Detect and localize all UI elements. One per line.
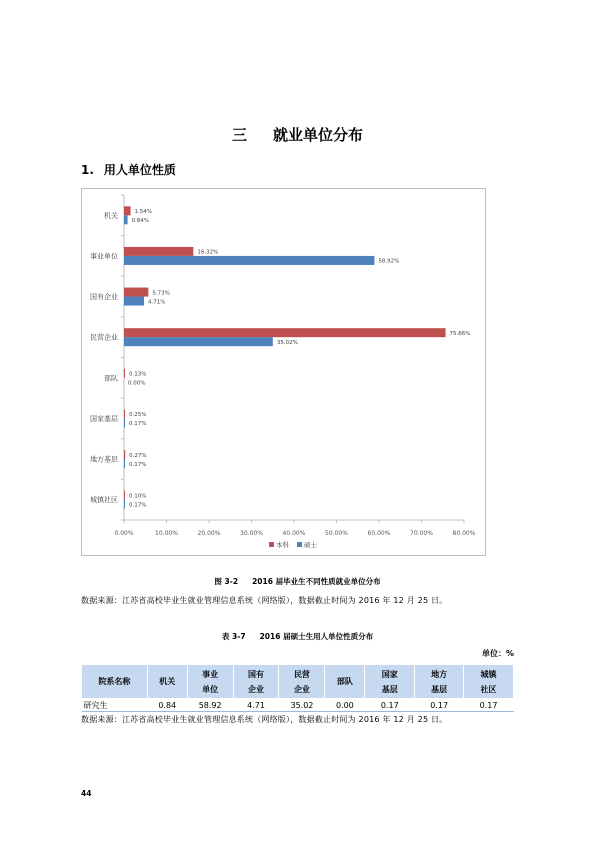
data-label: 0.25%: [129, 412, 147, 419]
section-title-text: 就业单位分布: [273, 126, 364, 144]
bar-chart-svg: [82, 189, 487, 557]
bar-undergrad: [124, 491, 125, 500]
bar-undergrad: [124, 206, 131, 215]
data-label: 0.17%: [129, 461, 147, 468]
x-tick-label: 0.00%: [114, 530, 134, 537]
data-label: 0.13%: [129, 371, 147, 378]
header-cell: 国有 企业: [233, 665, 279, 699]
bar-undergrad: [124, 409, 125, 418]
table-source-note: 数据来源：江苏省高校毕业生就业管理信息系统（网络版），数据截止时间为 2016 年 12 月 25 日。: [81, 715, 448, 724]
data-label: 0.17%: [129, 502, 147, 509]
header-cell: 地方 基层: [415, 665, 464, 699]
bar-undergrad: [124, 328, 446, 337]
page-number: 44: [81, 789, 92, 798]
bar-master: [124, 459, 125, 468]
bar-master: [124, 256, 374, 265]
data-label: 16.32%: [197, 249, 219, 256]
bar-master: [124, 337, 273, 346]
table-cell: 0.17: [415, 699, 464, 712]
y-tick-label: 国家基层: [90, 414, 118, 423]
bar-master: [124, 500, 125, 509]
bar-undergrad: [124, 247, 193, 256]
header-cell: 机关: [147, 665, 187, 699]
data-label: 0.10%: [129, 493, 147, 500]
y-tick-label: 机关: [104, 211, 118, 220]
subsection-title-text: 用人单位性质: [103, 163, 176, 177]
figure-source-note: 数据来源：江苏省高校毕业生就业管理信息系统（网络版），数据截止时间为 2016 年 12 月 25 日。: [81, 596, 448, 605]
figure-label: 图 3-2: [214, 577, 239, 586]
x-tick-label: 20.00%: [197, 530, 221, 537]
data-label: 4.71%: [148, 299, 166, 306]
data-label: 0.17%: [129, 421, 147, 428]
x-tick-label: 60.00%: [367, 530, 391, 537]
bar-master: [124, 297, 144, 306]
x-tick-label: 30.00%: [240, 530, 263, 537]
legend-label: 硕士: [304, 541, 317, 549]
table-cell: 58.92: [187, 699, 233, 712]
unit-label: 单位：%: [481, 649, 514, 658]
y-tick-label: 事业单位: [90, 252, 118, 261]
subsection-number: 1.: [81, 163, 94, 177]
section-title: [0, 124, 595, 145]
data-label: 5.73%: [152, 290, 170, 297]
y-tick-label: 民营企业: [90, 333, 118, 342]
data-label: 0.27%: [129, 452, 147, 459]
figure-title: 2016 届毕业生不同性质就业单位分布: [252, 577, 381, 586]
section-number: 三: [231, 126, 247, 144]
header-cell: 城镇 社区: [464, 665, 514, 699]
y-tick-label: 国有企业: [90, 293, 118, 302]
data-label: 1.54%: [134, 209, 153, 216]
x-tick-label: 40.00%: [282, 530, 306, 537]
table-cell: 0.00: [325, 699, 365, 712]
x-tick-label: 10.00%: [155, 530, 178, 537]
header-cell: 国家 基层: [365, 665, 415, 699]
x-tick-label: 70.00%: [410, 530, 433, 537]
data-label: 35.02%: [276, 339, 298, 346]
header-cell: 民营 企业: [279, 665, 325, 699]
table-cell: 研究生: [82, 699, 148, 712]
y-tick-label: 地方基层: [90, 455, 118, 464]
table-label: 表 3-7: [221, 632, 246, 641]
bar-undergrad: [124, 369, 125, 378]
y-tick-label: 城镇社区: [90, 496, 118, 505]
y-tick-label: 部队: [104, 374, 118, 383]
table-cell: 0.17: [365, 699, 415, 712]
data-label: 58.92%: [378, 258, 400, 265]
bar-undergrad: [124, 288, 148, 297]
table-cell: 35.02: [279, 699, 325, 712]
header-cell: 事业 单位: [187, 665, 233, 699]
subsection-title: [81, 161, 176, 178]
table-cell: 0.84: [147, 699, 187, 712]
table-header-row: [82, 665, 514, 699]
legend-swatch: [297, 542, 302, 547]
figure-caption: [0, 576, 595, 587]
data-label: 75.66%: [449, 330, 471, 337]
bar-chart: [81, 188, 486, 556]
data-table: [81, 664, 514, 712]
table-row: [82, 699, 514, 712]
header-cell: 部队: [325, 665, 365, 699]
bar-master: [124, 418, 125, 427]
table-cell: 0.17: [464, 699, 514, 712]
table-cell: 4.71: [233, 699, 279, 712]
legend-label: 本科: [276, 541, 289, 549]
data-label: 0.00%: [128, 380, 146, 387]
x-tick-label: 50.00%: [325, 530, 348, 537]
x-tick-label: 80.00%: [452, 530, 476, 537]
bar-undergrad: [124, 450, 125, 459]
bar-master: [124, 215, 128, 224]
table-title: 2016 届硕士生用人单位性质分布: [259, 632, 374, 641]
data-label: 0.84%: [131, 218, 150, 225]
table-caption: [0, 631, 595, 642]
header-cell: 院系名称: [82, 665, 148, 699]
legend-swatch: [269, 542, 274, 547]
